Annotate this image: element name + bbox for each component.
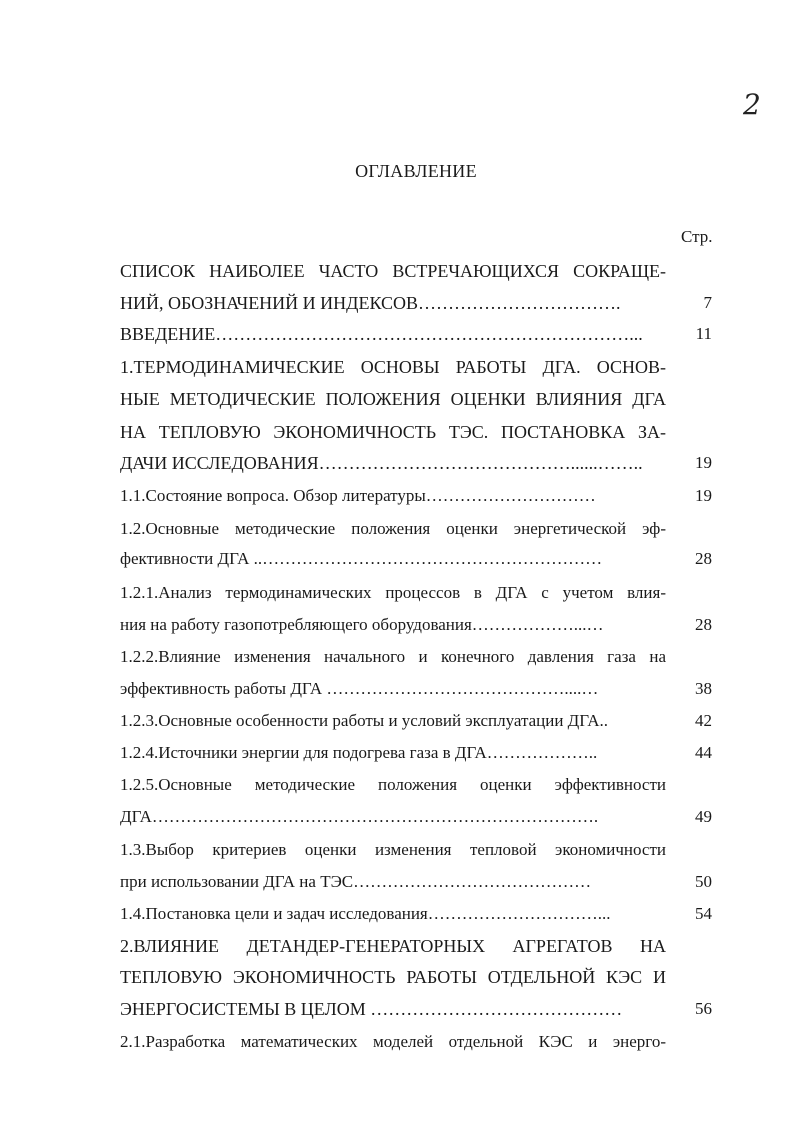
toc-line: СПИСОК НАИБОЛЕЕ ЧАСТО ВСТРЕЧАЮЩИХСЯ СОКРАЩЕ-: [120, 261, 666, 281]
toc-line: 1.4.Постановка цели и задач исследования…………………………...: [120, 904, 611, 923]
toc-page: 28: [695, 615, 712, 634]
toc-line: 1.2.2.Влияние изменения начального и конечного давления газа на: [120, 647, 666, 666]
toc-page: 54: [695, 904, 712, 923]
toc-page: 49: [695, 807, 712, 826]
page-number: 2: [743, 88, 761, 121]
toc-line: фективности ДГА ..……………………………………………………: [120, 549, 603, 568]
toc-line: при использовании ДГА на ТЭС……………………………………: [120, 872, 592, 891]
toc-line: 1.ТЕРМОДИНАМИЧЕСКИЕ ОСНОВЫ РАБОТЫ ДГА. ОСНОВ-: [120, 357, 666, 377]
toc-line: эффективность работы ДГА ……………………………………....…: [120, 679, 599, 698]
toc-line: ВВЕДЕНИЕ……………………………………………………………...: [120, 324, 643, 344]
toc-line: 1.3.Выбор критериев оценки изменения тепловой экономичности: [120, 840, 666, 859]
toc-page: 42: [695, 711, 712, 730]
page-column-header: Стр.: [681, 227, 713, 246]
toc-line: 1.2.1.Анализ термодинамических процессов в ДГА с учетом влия-: [120, 583, 666, 602]
toc-page: 50: [695, 872, 712, 891]
toc-line: ЭНЕРГОСИСТЕМЫ В ЦЕЛОМ ……………………………………: [120, 999, 623, 1019]
toc-line: ТЕПЛОВУЮ ЭКОНОМИЧНОСТЬ РАБОТЫ ОТДЕЛЬНОЙ КЭС И: [120, 967, 666, 987]
toc-page: 11: [695, 324, 712, 343]
toc-line: 1.2.5.Основные методические положения оценки эффективности: [120, 775, 666, 794]
toc-line: ния на работу газопотребляющего оборудования………………...…: [120, 615, 604, 634]
toc-page: 7: [703, 293, 712, 312]
toc-line: НЫЕ МЕТОДИЧЕСКИЕ ПОЛОЖЕНИЯ ОЦЕНКИ ВЛИЯНИЯ ДГА: [120, 389, 666, 409]
toc-page: 56: [695, 999, 712, 1018]
toc-line: ДАЧИ ИССЛЕДОВАНИЯ……………………………………......……..: [120, 453, 643, 473]
toc-line: НИЙ, ОБОЗНАЧЕНИЙ И ИНДЕКСОВ…………………………….: [120, 293, 621, 313]
toc-line: ДГА…………………………………………………………………….: [120, 807, 599, 826]
toc-page: 38: [695, 679, 712, 698]
toc-line: 1.2.4.Источники энергии для подогрева газа в ДГА………………..: [120, 743, 598, 762]
toc-line: 1.2.Основные методические положения оценки энергетической эф-: [120, 519, 666, 538]
toc-line: 1.2.3.Основные особенности работы и условий эксплуатации ДГА..: [120, 711, 609, 730]
toc-page: 19: [695, 453, 712, 472]
page-title: ОГЛАВЛЕНИЕ: [355, 161, 477, 181]
toc-line: 2.ВЛИЯНИЕ ДЕТАНДЕР-ГЕНЕРАТОРНЫХ АГРЕГАТОВ НА: [120, 936, 666, 956]
toc-page: 19: [695, 486, 712, 505]
toc-page: 28: [695, 549, 712, 568]
toc-line: 1.1.Состояние вопроса. Обзор литературы…………………………: [120, 486, 596, 505]
toc-page: 44: [695, 743, 712, 762]
toc-line: НА ТЕПЛОВУЮ ЭКОНОМИЧНОСТЬ ТЭС. ПОСТАНОВКА ЗА-: [120, 422, 666, 442]
toc-line: 2.1.Разработка математических моделей отдельной КЭС и энерго-: [120, 1032, 666, 1051]
